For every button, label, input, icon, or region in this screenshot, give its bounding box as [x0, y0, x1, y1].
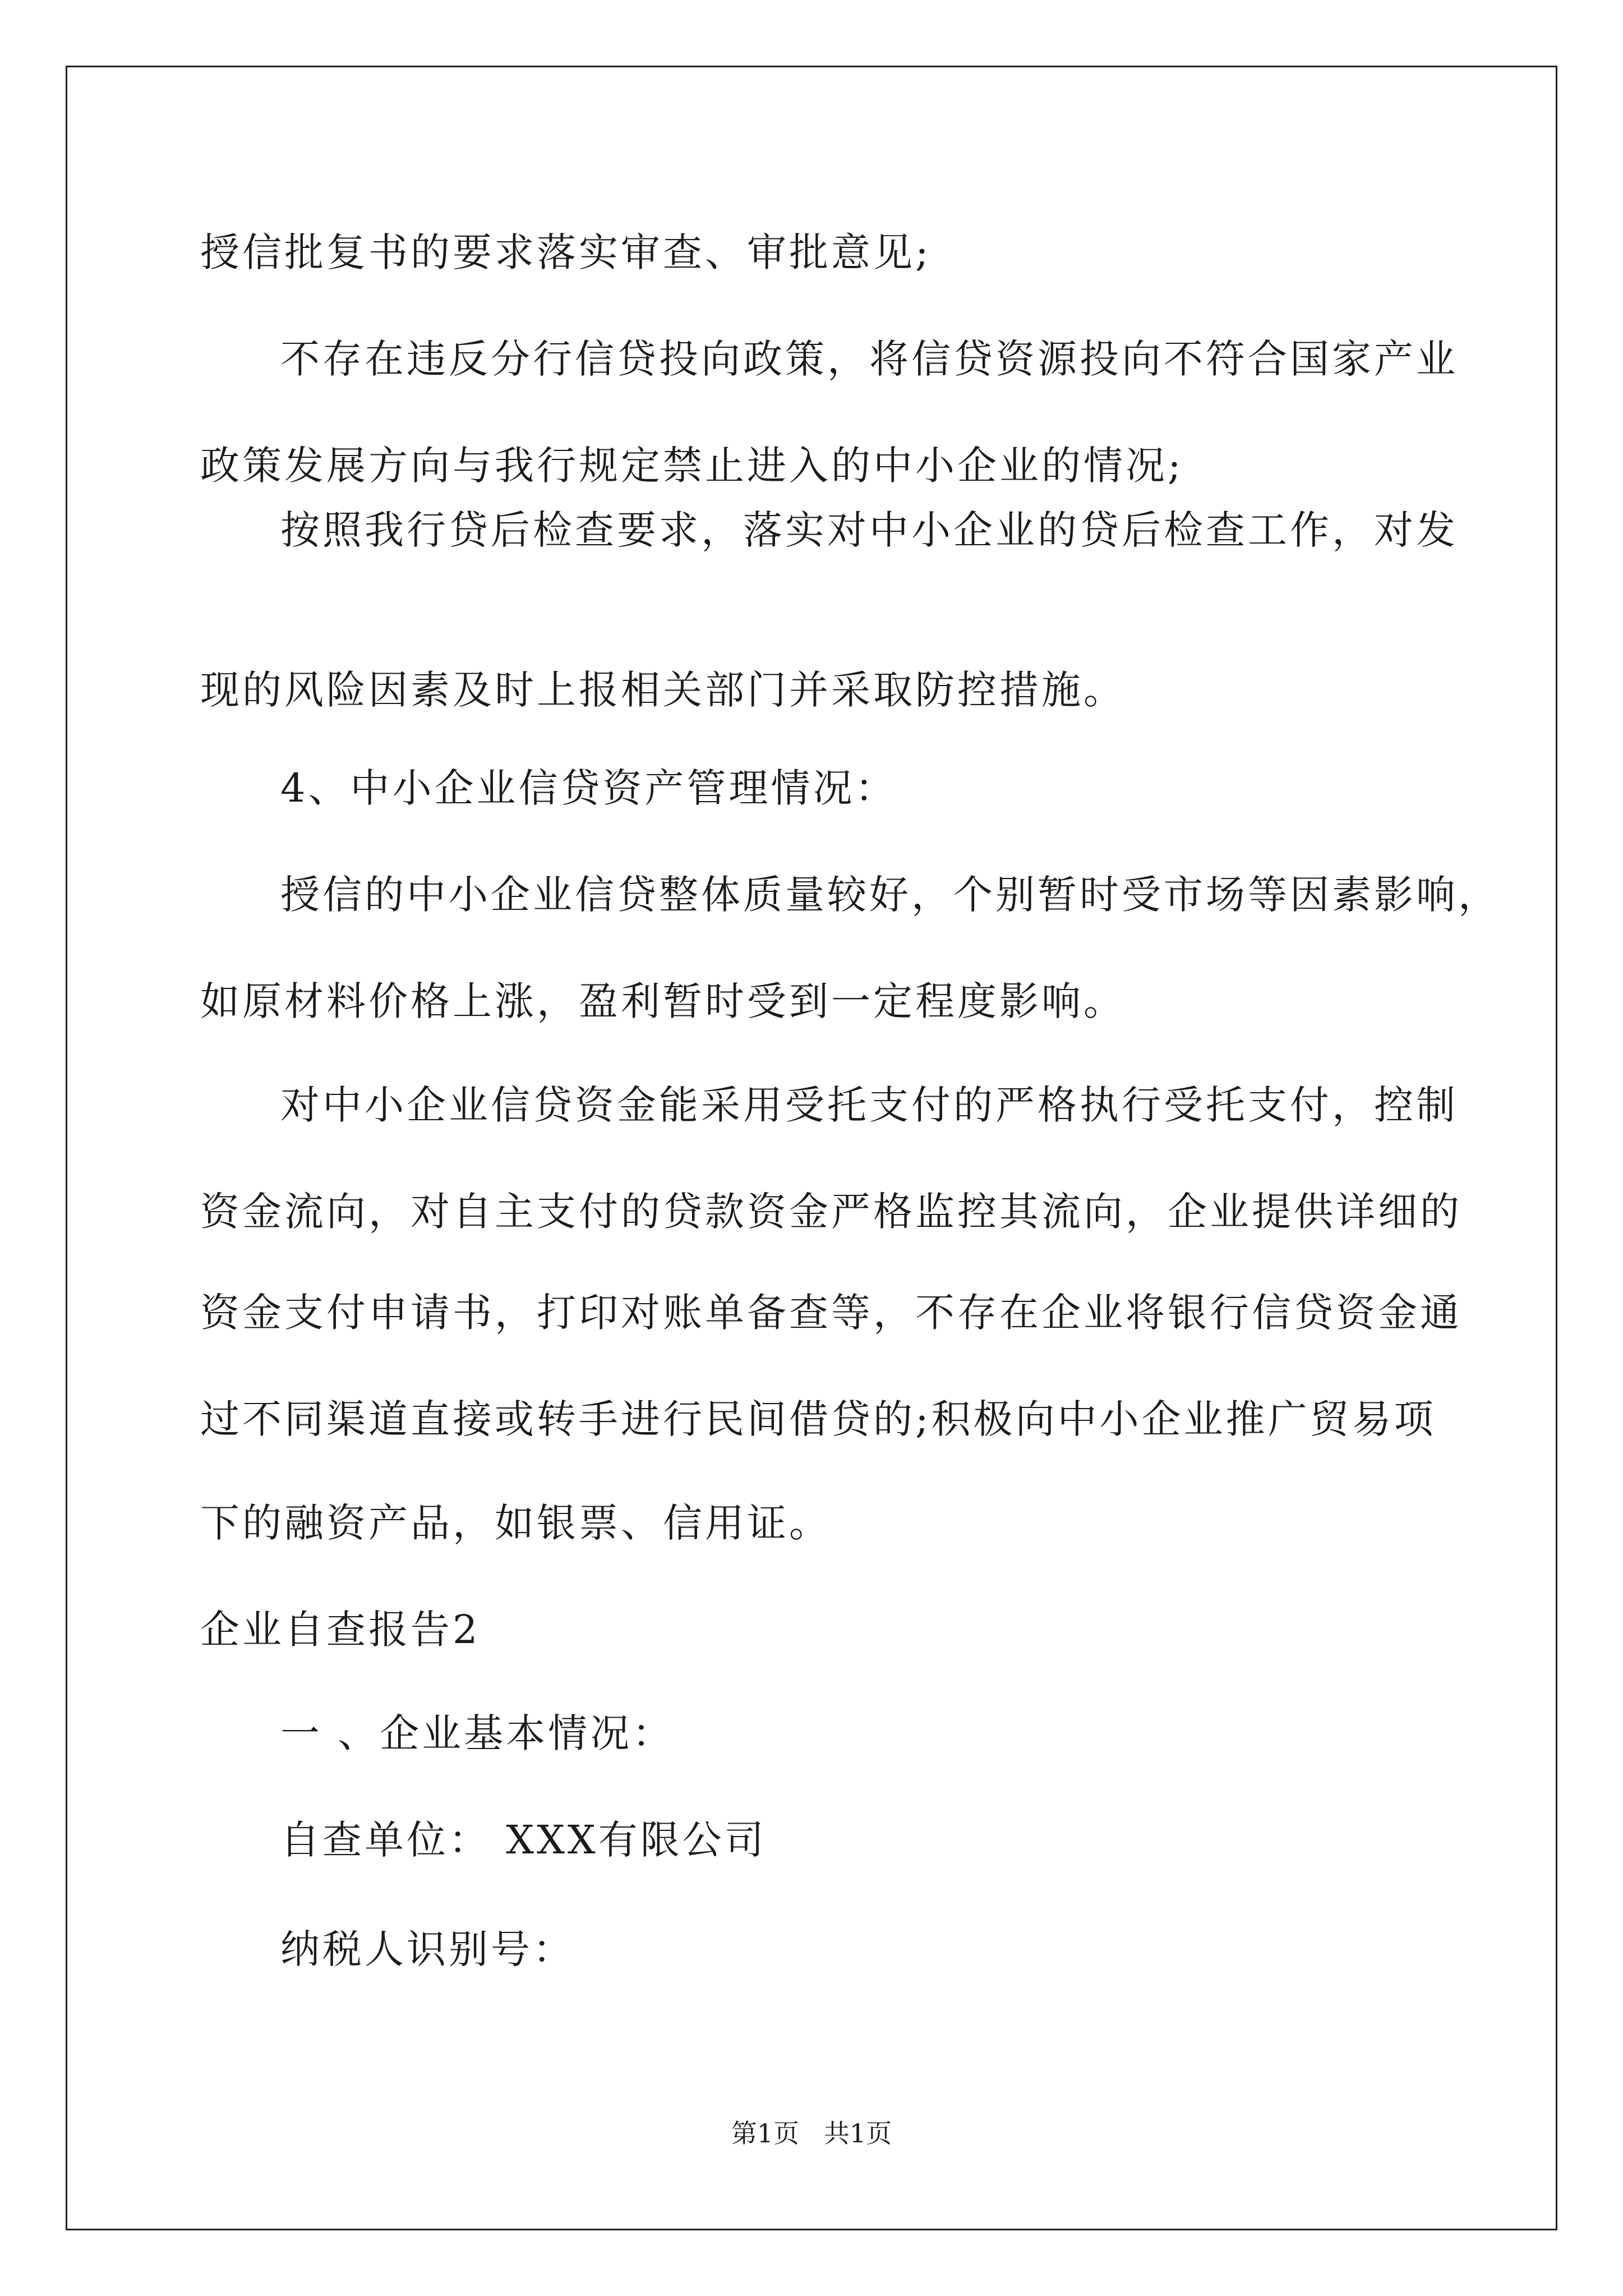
page-border: [66, 66, 1557, 2230]
field-taxpayer-id: 纳税人识别号：: [280, 1926, 575, 1972]
text-line-risk-factors: 现的风险因素及时上报相关部门并采取防控措施。: [200, 667, 1126, 713]
text-line-policy-direction: 政策发展方向与我行规定禁止进入的中小企业的情况;: [200, 443, 1184, 489]
page-footer: 第1页 共1页: [731, 2118, 892, 2148]
text-line-approval-requirements: 授信批复书的要求落实审查、审批意见;: [200, 229, 932, 275]
text-line-private-lending: 过不同渠道直接或转手进行民间借贷的;积极向中小企业推广贸易项: [200, 1396, 1436, 1442]
text-line-fund-flow: 资金流向，对自主支付的贷款资金严格监控其流向，企业提供详细的: [200, 1189, 1462, 1235]
text-line-payment-application: 资金支付申请书，打印对账单备查等，不存在企业将银行信贷资金通: [200, 1290, 1462, 1336]
text-line-financing-products: 下的融资产品，如银票、信用证。: [200, 1500, 831, 1546]
section-heading-basic-info: 一 、企业基本情况：: [280, 1710, 675, 1756]
field-inspection-unit: 自查单位： XXX有限公司: [280, 1817, 767, 1863]
text-line-credit-quality: 授信的中小企业信贷整体质量较好，个别暂时受市场等因素影响，: [280, 872, 1500, 918]
text-line-post-loan-check: 按照我行贷后检查要求，落实对中小企业的贷后检查工作，对发: [280, 507, 1458, 553]
text-line-no-policy-violation: 不存在违反分行信贷投向政策，将信贷资源投向不符合国家产业: [280, 336, 1458, 382]
text-line-entrusted-payment: 对中小企业信贷资金能采用受托支付的严格执行受托支付，控制: [280, 1082, 1458, 1128]
report-title-2: 企业自查报告2: [200, 1607, 481, 1653]
text-line-raw-material-prices: 如原材料价格上涨，盈利暂时受到一定程度影响。: [200, 978, 1126, 1024]
section-heading-asset-management: 4、中小企业信贷资产管理情况：: [280, 765, 897, 811]
